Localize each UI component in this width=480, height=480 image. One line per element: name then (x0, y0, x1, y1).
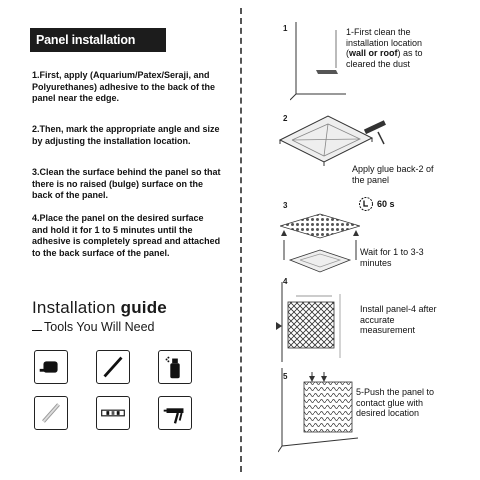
step-4-text: 4.Place the panel on the desired surface and hold it for 1 to 5 minutes until the adhesive is completely spread and attached to the back surface of the panel. (32, 213, 221, 258)
step-number-1: 1 (283, 24, 288, 33)
column-divider (240, 8, 242, 472)
tape-measure-icon (34, 350, 68, 384)
step-3-text: 3.Clean the surface behind the panel so that there is no raised (bulge) surface on the back of the panel. (32, 167, 221, 200)
installation-guide-title: Installation guide (32, 298, 167, 317)
timer-icon (358, 196, 374, 212)
step-3-instruction: Wait for 1 to 3-3 minutes (360, 247, 424, 268)
step-number-5: 5 (283, 372, 288, 381)
tools-subtitle: Tools You Will Need (32, 320, 154, 334)
spirit-level-icon (96, 396, 130, 430)
panel-installation-header: Panel installation steps (30, 28, 166, 52)
step-5-instruction: 5-Push the panel to contact glue with desired location (356, 387, 435, 418)
step-number-2: 2 (283, 114, 288, 123)
panel-pressing-illustration (280, 212, 360, 276)
step-1-instruction: 1-First clean the installation location (wall or roof) as to cleared the dust (346, 27, 423, 69)
panel-measure-illustration (276, 282, 346, 362)
subtitle-dash (32, 330, 42, 331)
pencil-icon (96, 350, 130, 384)
step-4-instruction: Install panel-4 after accurate measurement (360, 304, 437, 335)
step-2-text: 2.Then, mark the appropriate angle and size by adjusting the installation location. (32, 124, 220, 146)
glue-panel-illustration (272, 112, 392, 168)
step-2-instruction: Apply glue back-2 of the panel (352, 164, 434, 185)
caulking-gun-icon (158, 396, 192, 430)
timer-label: 60 s (377, 199, 395, 209)
glue-stick-icon (34, 396, 68, 430)
step-1-text: 1.First, apply (Aquarium/Patex/Seraji, and Polyurethanes) adhesive to the back of the panel near the edge. (32, 70, 216, 103)
wall-corner-illustration (290, 22, 346, 102)
step-number-4: 4 (283, 277, 288, 286)
spray-cleaner-icon (158, 350, 192, 384)
step-number-3: 3 (283, 201, 288, 210)
panel-push-illustration (278, 368, 358, 454)
